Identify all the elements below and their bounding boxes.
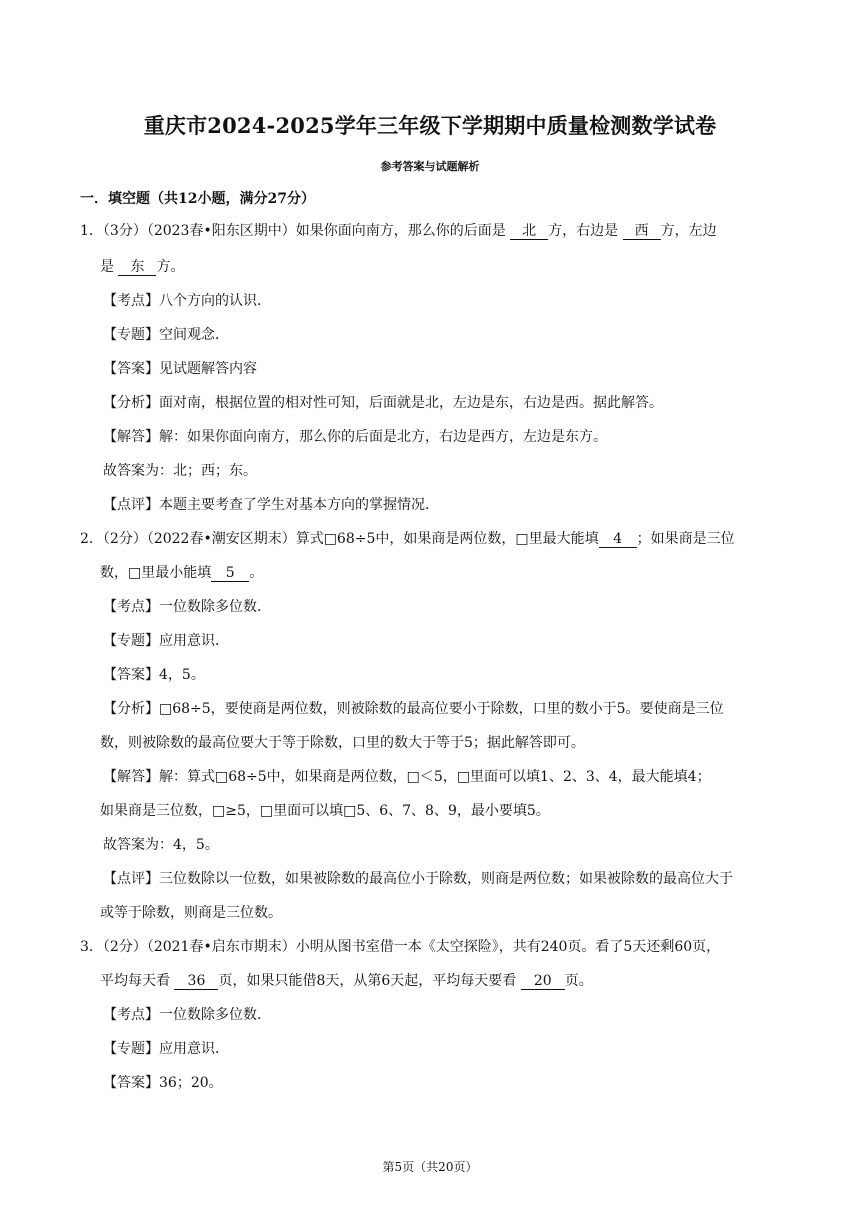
- q1-answer-blank-1: 北: [510, 223, 548, 240]
- q3-stem-line1: 3．（2分）（2021春•启东市期末）小明从图书室借一本《太空探险》，共有240页。看了5天还剩60页，: [80, 939, 721, 955]
- q1-stem-line2: 是 东 方。: [100, 259, 185, 275]
- q1-answer: 【答案】见试题解答内容: [103, 361, 257, 377]
- q2-analysis-line2: 数，则被除数的最高位要大于等于除数，口里的数大于等于5；据此解答即可。: [100, 735, 585, 751]
- q3-kaodian: 【考点】一位数除多位数．: [103, 1007, 271, 1023]
- q2-stem-line1: 2．（2分）（2022春•潮安区期末）算式□68÷5中，如果商是两位数，□里最大能填 4 ；如果商是三位: [80, 531, 735, 547]
- q2-stem-line2: 数，□里最小能填 5 。: [100, 565, 264, 581]
- q1-solution: 【解答】解：如果你面向南方，那么你的后面是北方，右边是西方，左边是东方。: [103, 429, 607, 445]
- q1-answer-blank-3: 东: [118, 259, 156, 276]
- page-subtitle: 参考答案与试题解析: [380, 160, 480, 173]
- q1-stem-line1: 1．（3分）（2023春•阳东区期中）如果你面向南方，那么你的后面是 北 方，右边是 西 方，左边: [80, 223, 717, 239]
- q2-final-answer: 故答案为：4，5。: [103, 837, 219, 853]
- q2-analysis-line1: 【分析】□68÷5，要使商是两位数，则被除数的最高位要小于除数，口里的数小于5。要使商是三位: [103, 701, 724, 717]
- q3-stem-line2: 平均每天看 36 页，如果只能借8天，从第6天起，平均每天要看 20 页。: [100, 973, 593, 989]
- q3-answer: 【答案】36；20。: [103, 1075, 223, 1091]
- page-title: 重庆市2024-2025学年三年级下学期期中质量检测数学试卷: [143, 113, 717, 138]
- q3-answer-blank-1: 36: [174, 973, 218, 990]
- q1-answer-blank-2: 西: [623, 223, 661, 240]
- q2-solution-line2: 如果商是三位数，□≥5，□里面可以填□5、6、7、8、9，最小要填5。: [100, 803, 550, 819]
- section-heading: 一．填空题（共12小题，满分27分）: [80, 191, 315, 207]
- q2-answer-blank-1: 4: [599, 531, 637, 548]
- q1-comment: 【点评】本题主要考查了学生对基本方向的掌握情况．: [103, 497, 439, 513]
- q2-zhuanti: 【专题】应用意识．: [103, 633, 229, 649]
- page-footer: 第5页（共20页）: [382, 1160, 478, 1174]
- q1-final-answer: 故答案为：北；西；东。: [103, 463, 257, 479]
- q2-kaodian: 【考点】一位数除多位数．: [103, 599, 271, 615]
- q1-zhuanti: 【专题】空间观念．: [103, 327, 229, 343]
- q2-answer: 【答案】4，5。: [103, 667, 205, 683]
- q2-answer-blank-2: 5: [211, 565, 249, 582]
- q3-zhuanti: 【专题】应用意识．: [103, 1041, 229, 1057]
- q1-kaodian: 【考点】八个方向的认识．: [103, 293, 271, 309]
- q2-solution-line1: 【解答】解：算式□68÷5中，如果商是两位数，□＜5，□里面可以填1、2、3、4，最大能填4；: [103, 769, 711, 785]
- q3-answer-blank-2: 20: [521, 973, 565, 990]
- q2-comment-line1: 【点评】三位数除以一位数，如果被除数的最高位小于除数，则商是两位数；如果被除数的最高位大于: [103, 871, 733, 887]
- q2-comment-line2: 或等于除数，则商是三位数。: [100, 905, 282, 921]
- q1-analysis: 【分析】面对南，根据位置的相对性可知，后面就是北，左边是东，右边是西。据此解答。: [103, 395, 663, 411]
